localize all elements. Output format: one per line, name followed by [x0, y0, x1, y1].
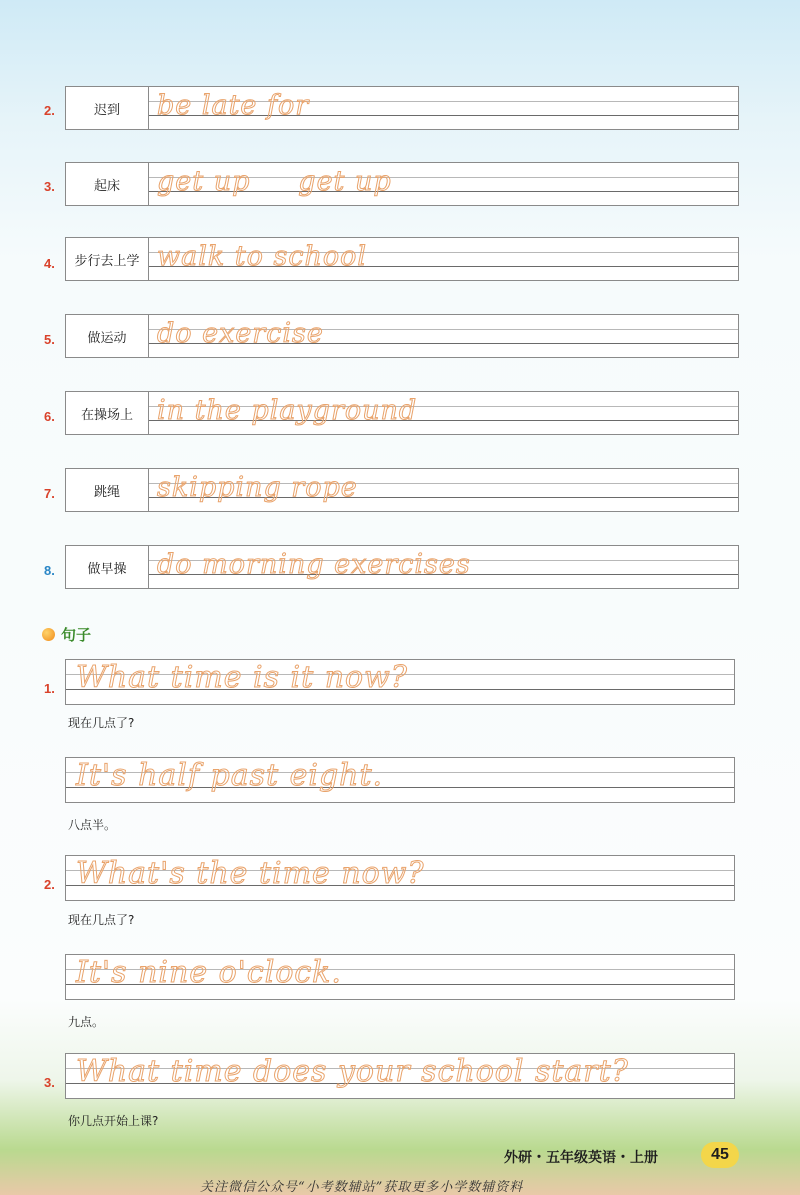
writing-lines: [149, 237, 739, 281]
trace-text: What time is it now?: [76, 660, 408, 695]
item-number: 3.: [44, 1075, 55, 1090]
sentence-translation: 九点。: [68, 1015, 105, 1029]
chinese-label: 起床: [65, 162, 149, 206]
section-title: 句子: [61, 626, 92, 644]
sentence-writing-row: [65, 757, 735, 803]
sentence-translation: 现在几点了?: [68, 716, 135, 730]
vocab-row: [65, 86, 739, 130]
trace-text: What time does your school start?: [76, 1054, 629, 1089]
chinese-label: 做运动: [65, 314, 149, 358]
item-number: 1.: [44, 681, 55, 696]
vocab-row: [65, 545, 739, 589]
trace-text: It's nine o'clock.: [76, 955, 342, 990]
book-title: 外研・五年级英语・上册: [504, 1150, 658, 1166]
chinese-label: 迟到: [65, 86, 149, 130]
chinese-label: 步行去上学: [65, 237, 149, 281]
sentence-translation: 八点半。: [68, 818, 117, 832]
writing-lines: [149, 391, 739, 435]
trace-text: in the playground: [157, 395, 418, 426]
chinese-label: 跳绳: [65, 468, 149, 512]
item-number: 7.: [44, 486, 55, 501]
sentence-writing-row: [65, 855, 735, 901]
sentence-writing-row: [65, 954, 735, 1000]
trace-text: skipping rope: [157, 472, 358, 503]
trace-text: It's half past eight.: [76, 758, 384, 793]
writing-lines: [149, 86, 739, 130]
writing-lines: [149, 162, 739, 206]
trace-text: do exercise: [157, 318, 324, 349]
item-number: 6.: [44, 409, 55, 424]
chinese-label: 做早操: [65, 545, 149, 589]
trace-text: be late for: [157, 90, 310, 121]
item-number: 2.: [44, 103, 55, 118]
vocab-row: [65, 468, 739, 512]
sentence-translation: 现在几点了?: [68, 913, 135, 927]
orange-bullet-icon: [42, 628, 55, 641]
writing-lines: [149, 314, 739, 358]
vocab-row: [65, 314, 739, 358]
trace-text: What's the time now?: [76, 856, 425, 891]
sentence-writing-row: [65, 1053, 735, 1099]
chinese-label: 在操场上: [65, 391, 149, 435]
item-number: 2.: [44, 877, 55, 892]
page-number: 45: [701, 1142, 739, 1168]
vocab-row: [65, 391, 739, 435]
watermark-text: 关注微信公众号“小考数辅站”获取更多小学数辅资料: [200, 1180, 524, 1195]
section-heading: [42, 624, 91, 645]
sentence-translation: 你几点开始上课?: [68, 1114, 159, 1128]
item-number: 3.: [44, 179, 55, 194]
item-number: 5.: [44, 332, 55, 347]
vocab-row: [65, 237, 739, 281]
trace-text: walk to school: [157, 241, 367, 272]
sentence-writing-row: [65, 659, 735, 705]
vocab-row: [65, 162, 739, 206]
trace-text: get up get up: [157, 166, 392, 197]
writing-lines: [149, 545, 739, 589]
item-number: 8.: [44, 563, 55, 578]
writing-lines: [149, 468, 739, 512]
item-number: 4.: [44, 256, 55, 271]
trace-text: do morning exercises: [157, 549, 471, 580]
